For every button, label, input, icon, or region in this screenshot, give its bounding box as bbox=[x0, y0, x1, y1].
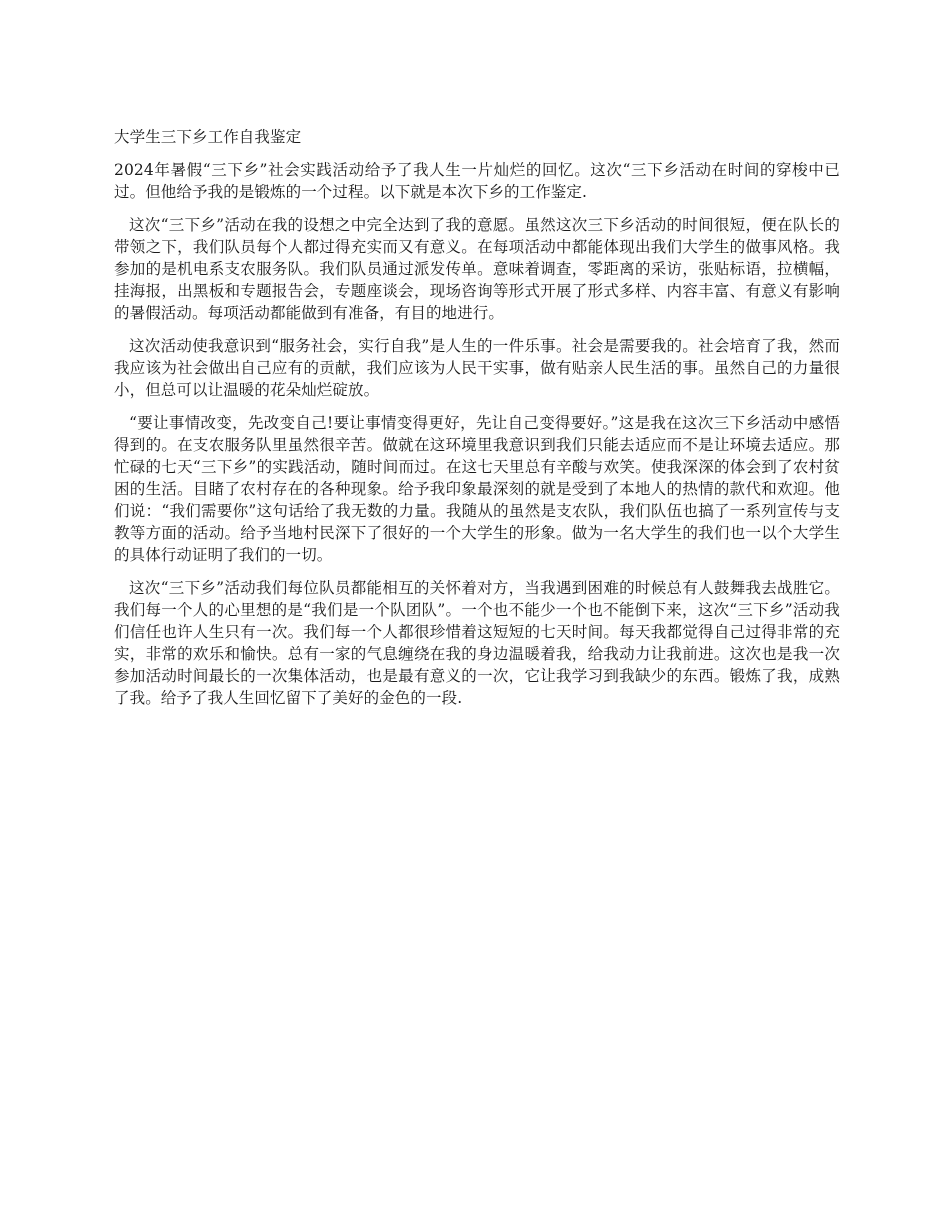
paragraph-activities: 这次“三下乡”活动在我的设想之中完全达到了我的意愿。虽然这次三下乡活动的时间很短，便在队长的带领之下，我们队员每个人都过得充实而又有意义。在每项活动中都能体现出我们大学生的做事风格。我参加的是机电系支农服务队。我们队员通过派发传单。意味着调查，零距离的采访，张贴标语，拉横幅，挂海报，出黑板和专题报告会，专题座谈会，现场咨询等形式开展了形式多样、内容丰富、有意义有影响的暑假活动。每项活动都能做到有准备，有目的地进行。 bbox=[114, 216, 840, 322]
paragraph-change-yourself: “要让事情改变，先改变自己!要让事情变得更好，先让自己变得要好。”这是我在这次三下乡活动中感悟得到的。在支农服务队里虽然很辛苦。做就在这环境里我意识到我们只能去适应而不是让环境去适应。那忙碌的七天“三下乡”的实践活动，随时间而过。在这七天里总有辛酸与欢笑。使我深深的体会到了农村贫困的生活。目睹了农村存在的各种现象。给予我印象最深刻的就是受到了本地人的热情的款代和欢迎。他们说：“我们需要你”这句话给了我无数的力量。我随从的虽然是支农队，我们队伍也搞了一系列宣传与支教等方面的活动。给予当地村民深下了很好的一个大学生的形象。做为一名大学生的我们也一以个大学生的具体行动证明了我们的一切。 bbox=[114, 414, 840, 564]
document-page bbox=[114, 126, 840, 720]
paragraph-service-society: 这次活动使我意识到“服务社会，实行自我”是人生的一件乐事。社会是需要我的。社会培育了我，然而我应该为社会做出自己应有的贡献，我们应该为人民干实事，做有贴亲人民生活的事。虽然自己的力量很小，但总可以让温暖的花朵灿烂碇放。 bbox=[114, 337, 840, 399]
paragraph-team-spirit: 这次“三下乡”活动我们每位队员都能相互的关怀着对方，当我遇到困难的时候总有人鼓舞我去战胜它。我们每一个人的心里想的是“我们是一个队团队”。一个也不能少一个也不能倒下来，这次“三下乡”活动我们信任也许人生只有一次。我们每一个人都很珍惜着这短短的七天时间。每天我都觉得自己过得非常的充实，非常的欢乐和愉快。总有一家的气息缠绕在我的身边温暖着我，给我动力让我前进。这次也是我一次参加活动时间最长的一次集体活动，也是最有意义的一次，它让我学习到我缺少的东西。锻炼了我，成熟了我。给予了我人生回忆留下了美好的金色的一段. bbox=[114, 579, 840, 707]
document-title: 大学生三下乡工作自我鉴定 bbox=[114, 128, 302, 146]
paragraph-intro: 2024年暑假“三下乡”社会实践活动给予了我人生一片灿烂的回忆。这次“三下乡活动在时间的穿梭中已过。但他给予我的是锻炼的一个过程。以下就是本次下乡的工作鉴定. bbox=[114, 161, 840, 201]
